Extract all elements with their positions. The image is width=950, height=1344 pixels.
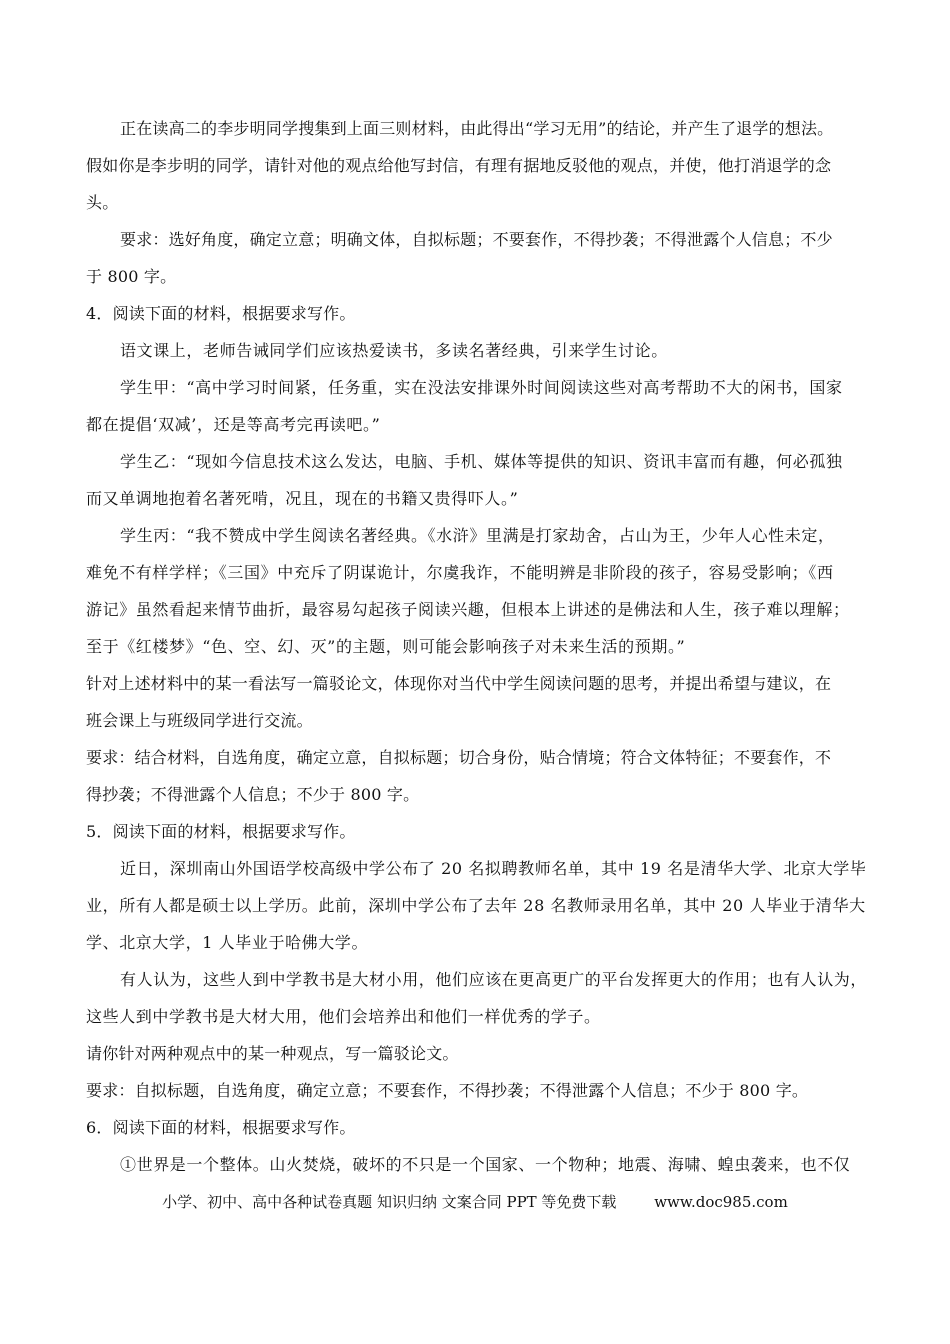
paragraph-line: 得抄袭；不得泄露个人信息；不少于 800 字。: [86, 785, 420, 804]
paragraph-line: 头。: [86, 193, 119, 212]
question-heading: 5．阅读下面的材料，根据要求写作。: [86, 822, 356, 841]
paragraph-line: 针对上述材料中的某一看法写一篇驳论文，体现你对当代中学生阅读问题的思考，并提出希望与建议，在: [86, 674, 832, 693]
paragraph-line: 学、北京大学，1 人毕业于哈佛大学。: [86, 933, 369, 952]
paragraph-line: 学生乙：“现如今信息技术这么发达，电脑、手机、媒体等提供的知识、资讯丰富而有趣，何必孤独: [120, 452, 843, 471]
paragraph-line: 这些人到中学教书是大材大用，他们会培养出和他们一样优秀的学子。: [86, 1007, 601, 1026]
paragraph-line: 而又单调地抱着名著死啃，况且，现在的书籍又贵得吓人。”: [86, 489, 519, 508]
paragraph-line: 都在提倡‘双减’，还是等高考完再读吧。”: [86, 415, 381, 434]
paragraph-line: 要求：自拟标题，自选角度，确定立意；不要套作，不得抄袭；不得泄露个人信息；不少于 800 字。: [86, 1081, 809, 1100]
paragraph-line: 请你针对两种观点中的某一种观点，写一篇驳论文。: [86, 1044, 459, 1063]
paragraph-line: 游记》虽然看起来情节曲折，最容易勾起孩子阅读兴趣，但根本上讲述的是佛法和人生，孩子难以理解；: [86, 600, 850, 619]
paragraph-line: 假如你是李步明的同学，请针对他的观点给他写封信，有理有据地反驳他的观点，并使，他打消退学的念: [86, 156, 832, 175]
paragraph-line: 近日，深圳南山外国语学校高级中学公布了 20 名拟聘教师名单，其中 19 名是清华大学、北京大学毕: [120, 859, 867, 878]
paragraph-line: 业，所有人都是硕士以上学历。此前，深圳中学公布了去年 28 名教师录用名单，其中 20 人毕业于清华大: [86, 896, 866, 915]
paragraph-line: 语文课上，老师告诫同学们应该热爱读书，多读名著经典，引来学生讨论。: [120, 341, 668, 360]
question-heading: 6．阅读下面的材料，根据要求写作。: [86, 1118, 356, 1137]
paragraph-line: 要求：选好角度，确定立意；明确文体，自拟标题；不要套作，不得抄袭；不得泄露个人信息；不少: [120, 230, 833, 249]
footer-link[interactable]: www.doc985.com: [654, 1193, 788, 1211]
paragraph-line: 正在读高二的李步明同学搜集到上面三则材料，由此得出“学习无用”的结论，并产生了退学的想法。: [120, 119, 834, 138]
page-footer: [0, 1192, 950, 1212]
paragraph-line: 有人认为，这些人到中学教书是大材小用，他们应该在更高更广的平台发挥更大的作用；也有人认为，: [120, 970, 868, 989]
paragraph-line: 要求：结合材料，自选角度，确定立意，自拟标题；切合身份，贴合情境；符合文体特征；不要套作，不: [86, 748, 832, 767]
paragraph-line: 学生甲：“高中学习时间紧，任务重，实在没法安排课外时间阅读这些对高考帮助不大的闲书，国家: [120, 378, 843, 397]
paragraph-line: 至于《红楼梦》“色、空、幻、灭”的主题，则可能会影响孩子对未来生活的预期。”: [86, 637, 686, 656]
paragraph-line: 学生丙：“我不赞成中学生阅读名著经典。《水浒》里满是打家劫舍，占山为王，少年人心性未定，: [120, 526, 835, 545]
question-heading: 4．阅读下面的材料，根据要求写作。: [86, 304, 356, 323]
paragraph-line: 难免不有样学样；《三国》中充斥了阴谋诡计，尔虞我诈，不能明辨是非阶段的孩子，容易受影响；《西: [86, 563, 834, 582]
paragraph-line: ①世界是一个整体。山火焚烧，破坏的不只是一个国家、一个物种；地震、海啸、蝗虫袭来，也不仅: [120, 1155, 851, 1174]
footer-text: 小学、初中、高中各种试卷真题 知识归纳 文案合同 PPT 等免费下载: [162, 1193, 617, 1211]
paragraph-line: 班会课上与班级同学进行交流。: [86, 711, 313, 730]
paragraph-line: 于 800 字。: [86, 267, 177, 286]
